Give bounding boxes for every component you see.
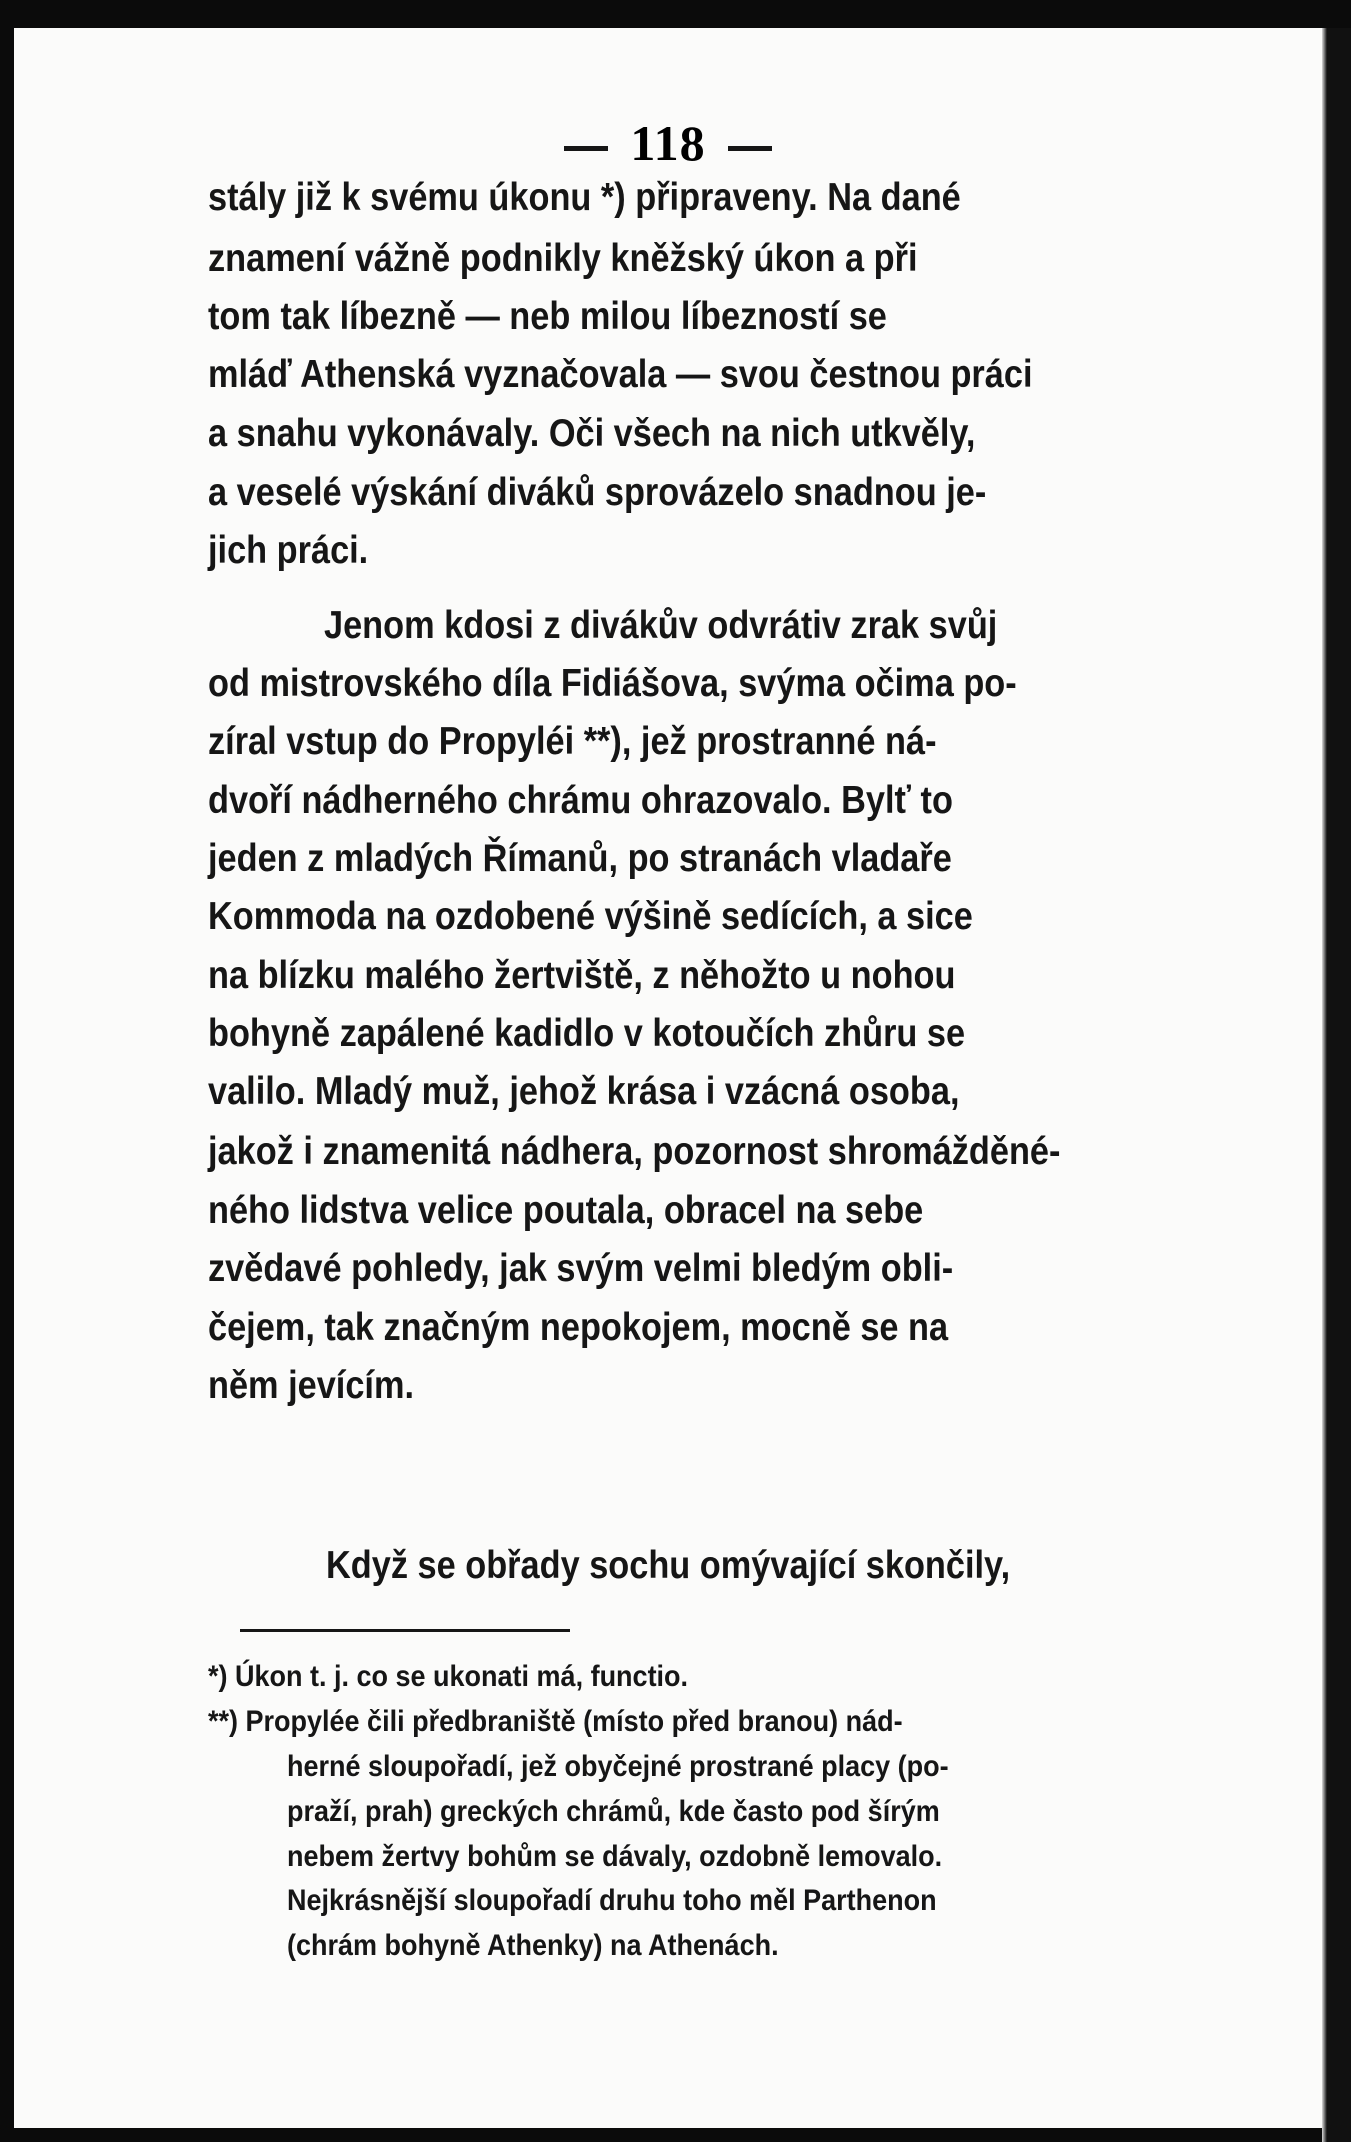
footnote-line: herné sloupořadí, jež obyčejné prostrané placy (po- [287, 1750, 949, 1783]
page-number-value: 118 [630, 115, 706, 171]
text-line: něm jevícím. [208, 1364, 415, 1407]
text-line: zíral vstup do Propyléi **), jež prostranné ná- [208, 720, 937, 763]
text-line: čejem, tak značným nepokojem, mocně se na [208, 1306, 949, 1349]
book-page [14, 28, 1322, 2128]
left-dash [564, 146, 608, 151]
text-line: a snahu vykonávaly. Oči všech na nich utkvěly, [208, 412, 976, 455]
footnote-rule [240, 1629, 570, 1632]
right-dash [728, 146, 772, 151]
footnote-line: praží, prah) greckých chrámů, kde často pod šírým [287, 1795, 940, 1828]
footnote-line: *) Úkon t. j. co se ukonati má, functio. [208, 1660, 689, 1693]
text-line: na blízku malého žertviště, z něhožto u nohou [208, 954, 956, 997]
page-edge-shadow [1322, 28, 1351, 2142]
page-number [14, 114, 1322, 172]
text-line: zvědavé pohledy, jak svým velmi bledým obli- [208, 1247, 954, 1290]
text-line: jeden z mladých Římanů, po stranách vladaře [208, 837, 952, 880]
text-line: mláď Athenská vyznačovala — svou čestnou práci [208, 353, 1033, 396]
text-line: jich práci. [208, 529, 369, 572]
text-line: znamení vážně podnikly kněžský úkon a při [208, 237, 918, 280]
text-line: od mistrovského díla Fidiášova, svýma očima po- [208, 662, 1017, 705]
text-line: Když se obřady sochu omývající skončily, [326, 1544, 1011, 1587]
footnote-line: (chrám bohyně Athenky) na Athenách. [287, 1929, 779, 1962]
footnote-line: nebem žertvy bohům se dávaly, ozdobně lemovalo. [287, 1840, 943, 1873]
text-line: tom tak líbezně — neb milou líbezností se [208, 295, 887, 338]
text-line: jakož i znamenitá nádhera, pozornost shromážděné- [208, 1130, 1061, 1173]
text-line: valilo. Mladý muž, jehož krása i vzácná osoba, [208, 1070, 960, 1113]
text-line: ného lidstva velice poutala, obracel na sebe [208, 1189, 924, 1232]
text-line: bohyně zapálené kadidlo v kotoučích zhůru se [208, 1012, 966, 1055]
text-line: Kommoda na ozdobené výšině sedících, a sice [208, 895, 973, 938]
text-line: stály již k svému úkonu *) připraveny. Na dané [208, 176, 961, 219]
footnote-line: Nejkrásnější sloupořadí druhu toho měl Parthenon [287, 1884, 937, 1917]
text-line: a veselé výskání diváků sprovázelo snadnou je- [208, 471, 987, 514]
text-line: dvoří nádherného chrámu ohrazovalo. Bylť to [208, 779, 953, 822]
footnote-line: **) Propylée čili předbraniště (místo před branou) nád- [208, 1705, 903, 1738]
text-line: Jenom kdosi z divákův odvrátiv zrak svůj [324, 604, 998, 647]
